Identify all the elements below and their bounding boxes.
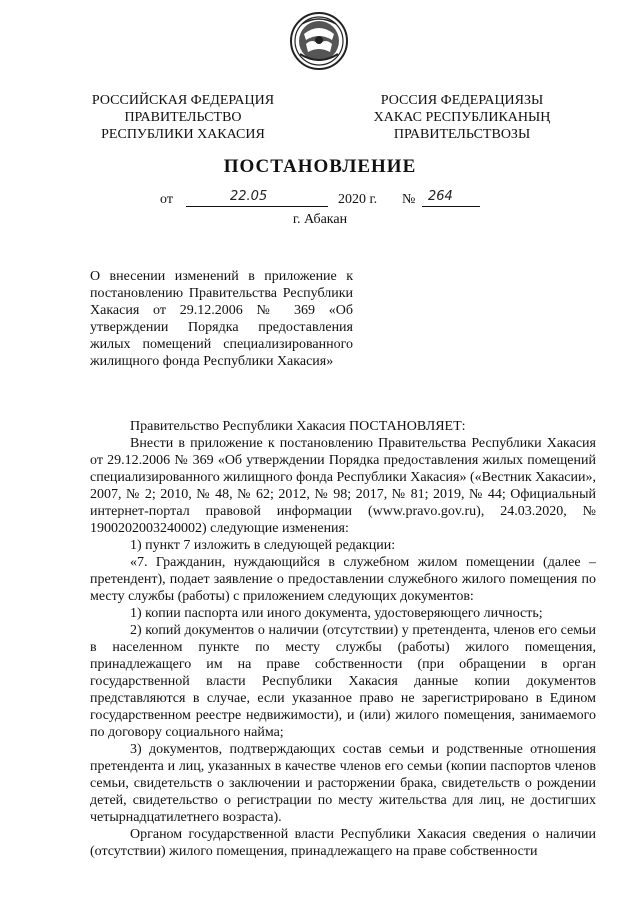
header-right-line: ПРАВИТЕЛЬСТВОЗЫ: [393, 127, 531, 142]
header-left-line: РЕСПУБЛИКИ ХАКАСИЯ: [101, 127, 265, 142]
body-paragraph: «7. Гражданин, нуждающийся в служебном жилом помещении (далее – претендент), подает заявление о предоставлении служебного жилого помещения по месту службы (работы) с приложением следующих документов:: [90, 555, 596, 604]
from-label: от: [160, 192, 173, 207]
header-right-block: [362, 92, 562, 143]
body-paragraph: 1) пункт 7 изложить в следующей редакции:: [130, 538, 396, 553]
body-paragraph: 2) копий документов о наличии (отсутствии) у претендента, членов его семьи в населенном пункте по месту службы (работы) жилого помещения, принадлежащего им на праве собственности (при обращении в орган государственной власти Республики Хакасия данные копии документов представляются в случае, если указанное право не зарегистрировано в Едином государственном реестре недвижимости), и (или) жилого помещения, занимаемого по договору социального найма;: [90, 623, 596, 740]
date-number-line: [160, 189, 500, 212]
city-label: г. Абакан: [292, 212, 348, 227]
header-left-line: ПРАВИТЕЛЬСТВО: [124, 110, 242, 125]
body-paragraph: 3) документов, подтверждающих состав семьи и родственные отношения претендента и лиц, указанных в качестве членов его семьи (копии паспортов членов семьи, свидетельств о заключении и расторжении брака, свидетельств о рождении детей, свидетельство о регистрации по месту жительства для лиц, не достигших четырнадцатилетнего возраста).: [90, 742, 596, 825]
header-right-line: РОССИЯ ФЕДЕРАЦИЯЗЫ: [380, 93, 544, 108]
coat-of-arms-emblem: [286, 10, 352, 72]
body-paragraph: 1) копии паспорта или иного документа, удостоверяющего личность;: [130, 606, 543, 621]
year-label: 2020 г.: [338, 192, 378, 207]
handwritten-date: 22.05: [230, 189, 268, 204]
body-paragraph: Внести в приложение к постановлению Правительства Республики Хакасия от 29.12.2006 № 369 «Об утверждении Порядка предоставления жилых помещений специализированного жилищного фонда Республики Хакасия» («Вестник Хакасии», 2007, № 2; 2010, № 48, № 62; 2012, № 98; 2017, № 81; 2019, № 44; Официальный интернет-портал правовой информации (www.pravo.gov.ru), 24.03.2020, № 1900202003240002) следующие изменения:: [90, 436, 596, 536]
body-paragraph: Правительство Республики Хакасия ПОСТАНОВЛЯЕТ:: [130, 419, 466, 434]
body-paragraph: Органом государственной власти Республики Хакасия сведения о наличии (отсутствии) жилого помещения, принадлежащего на праве собственности: [90, 827, 596, 859]
header-left-line: РОССИЙСКАЯ ФЕДЕРАЦИЯ: [91, 93, 275, 108]
subject-heading: О внесении изменений в приложение к постановлению Правительства Республики Хакасия от 29.12.2006 № 369 «Об утверждении Порядка предоставления жилых помещений специализированного жилищного фонда Республики Хакасия»: [90, 269, 353, 369]
header-right-line: ХАКАС РЕСПУБЛИКАНЫҢ: [373, 110, 551, 125]
handwritten-number: 264: [428, 189, 453, 204]
number-sign: №: [402, 192, 416, 207]
document-title: ПОСТАНОВЛЕНИЕ: [223, 156, 417, 177]
document-body: [90, 418, 596, 860]
header-left-block: [88, 92, 278, 143]
